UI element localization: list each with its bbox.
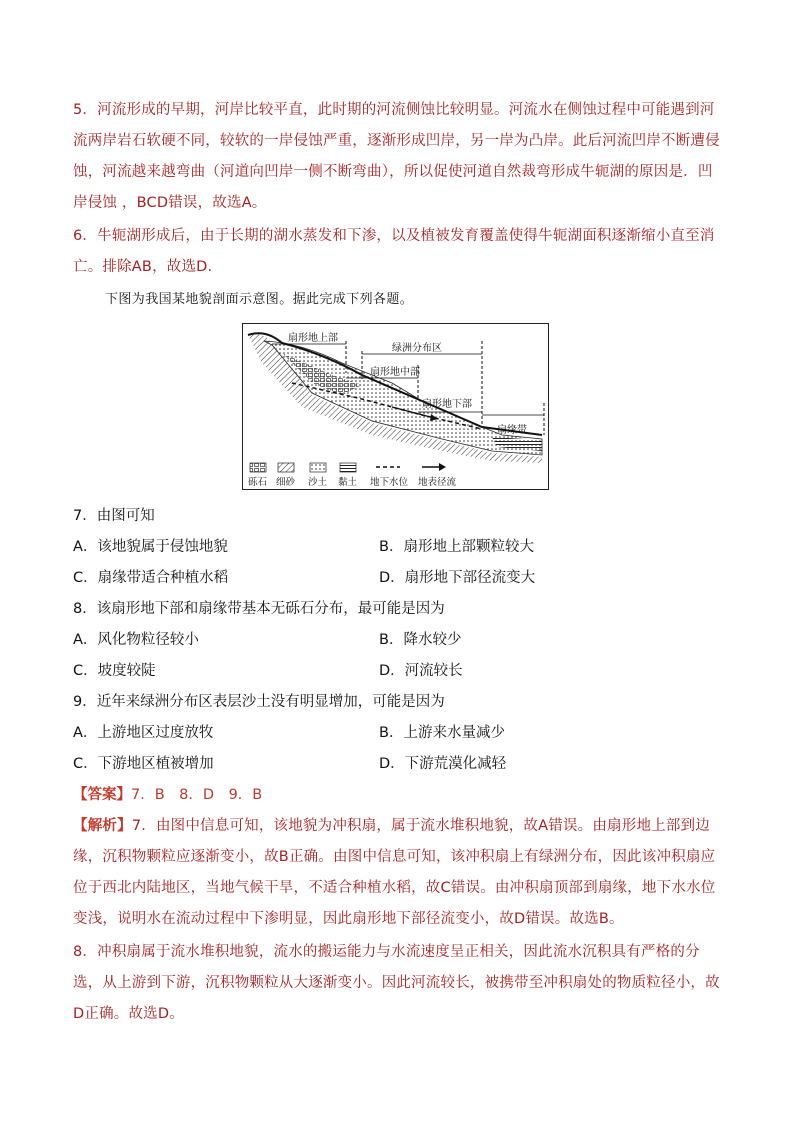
answer-values: 7．B 8．D 9．B [131, 787, 263, 803]
analysis-7 [73, 811, 723, 935]
q8-option-c: C．坡度较陡 [73, 663, 156, 679]
analysis-8: 8．冲积扇属于流水堆积地貌，流水的搬运能力与水流速度呈正相关，因此流水沉积具有严格的分选，从上游到下游，沉积物颗粒从大逐渐变小。因此河流较长，被携带至冲积扇处的物质粒径小，故D正确。故选D。 [73, 944, 720, 1022]
q7-stem: 7．由图可知 [73, 508, 155, 524]
q7-option-c: C．扇缘带适合种植水稻 [73, 570, 229, 586]
answer-line [73, 785, 262, 805]
label-oasis-zone: 绿洲分布区 [392, 343, 442, 354]
analysis-tag: 【解析】 [73, 818, 132, 834]
q8-option-d: D．河流较长 [379, 663, 463, 679]
q7-option-a: A．该地貌属于侵蚀地貌 [73, 539, 228, 555]
q7-option-b: B．扇形地上部颗粒较大 [379, 539, 534, 555]
q9-option-c: C．下游地区植被增加 [73, 756, 214, 772]
legend-gravel-label: 砾石 [248, 477, 268, 488]
legend-gravel-swatch [250, 463, 266, 472]
q9-option-a: A．上游地区过度放牧 [73, 725, 214, 741]
legend-sandy-soil-label: 沙土 [308, 477, 328, 488]
legend-clay-label: 黏土 [338, 477, 358, 488]
label-fan-lower: 扇形地下部 [422, 399, 472, 410]
q8-stem: 8．该扇形地下部和扇缘带基本无砾石分布，最可能是因为 [73, 601, 445, 617]
q7-option-d: D．扇形地下部径流变大 [379, 570, 536, 586]
alluvial-fan-diagram [242, 323, 549, 490]
label-fan-upper: 扇形地上部 [288, 333, 338, 344]
q6-explanation: 6．牛轭湖形成后，由于长期的湖水蒸发和下渗，以及植被发育覆盖使得牛轭湖面积逐渐缩小直至消亡。排除AB，故选D. [73, 228, 715, 275]
legend-sandy-soil-swatch [310, 463, 326, 472]
q8-option-b: B．降水较少 [379, 632, 462, 648]
q5-explanation: 5．河流形成的早期，河岸比较平直，此时期的河流侧蚀比较明显。河流水在侧蚀过程中可能遇到河流两岸岩石软硬不同，较软的一岸侵蚀严重，逐渐形成凹岸，另一岸为凸岸。此后河流凹岸不断遭侵蚀，河流越来越弯曲（河道向凹岸一侧不断弯曲），所以促使河道自然裁弯形成牛轭湖的原因是．凹岸侵蚀 ，BCD错误，故选A。 [73, 102, 720, 211]
q9-option-b: B．上游来水量减少 [379, 725, 505, 741]
figure-caption: 下图为我国某地貌剖面示意图。据此完成下列各题。 [105, 292, 414, 307]
legend-clay-swatch [340, 463, 356, 472]
label-fan-edge: 扇缘带 [497, 425, 527, 436]
answer-tag: 【答案】 [73, 787, 131, 803]
legend-fine-sand-swatch [278, 463, 294, 472]
legend-fine-sand-label: 细砂 [276, 477, 296, 488]
q9-option-d: D．下游荒漠化减轻 [379, 756, 507, 772]
q9-stem: 9．近年来绿洲分布区表层沙土没有明显增加，可能是因为 [73, 694, 445, 710]
analysis-7-text: 7．由图中信息可知，该地貌为冲积扇，属于流水堆积地貌，故A错误。由扇形地上部到边缘，沉积物颗粒应逐渐变小，故B正确。由图中信息可知，该冲积扇上有绿洲分布，因此该冲积扇应位于西北内陆地区，当地气候干旱，不适合种植水稻，故C错误。由冲积扇顶部到扇缘，地下水水位变浅，说明水在流动过程中下渗明显，因此扇形地下部径流变小，故D错误。故选B。 [73, 818, 716, 927]
legend-groundwater-label: 地下水位 [370, 477, 409, 488]
q8-option-a: A．风化物粒径较小 [73, 632, 199, 648]
legend-runoff-label: 地表径流 [418, 477, 457, 488]
label-fan-middle: 扇形地中部 [370, 367, 420, 378]
